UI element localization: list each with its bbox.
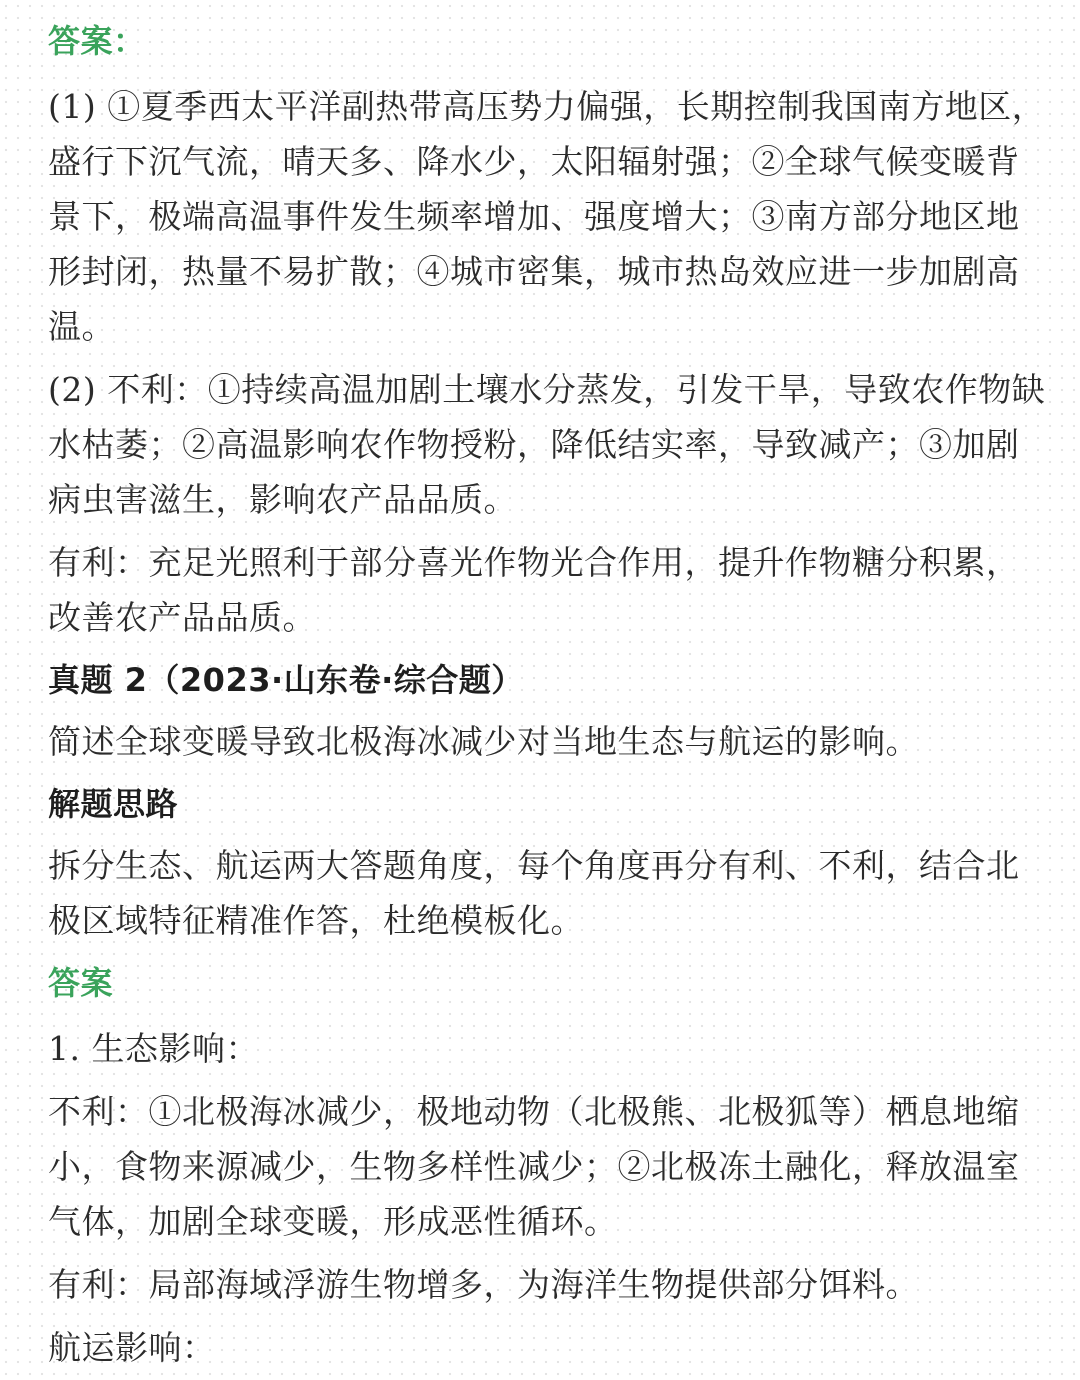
ecology-impact-label: 1. 生态影响： — [48, 1029, 259, 1068]
ecology-advantage: 有利：局部海域浮游生物增多，为海洋生物提供部分饵料。 — [48, 1265, 919, 1304]
answer-part-2-disadvantage: (2) 不利：①持续高温加剧土壤水分蒸发，引发干旱，导致农作物缺水枯萎；②高温影响农作物授粉，降低结实率，导致减产；③加剧病虫害滋生，影响农产品品质。 — [48, 370, 1046, 519]
thinking-text: 拆分生态、航运两大答题角度，每个角度再分有利、不利，结合北极区域特征精准作答，杜绝模板化。 — [48, 846, 1020, 940]
shipping-impact-label: 航运影响： — [48, 1328, 216, 1367]
ecology-disadvantage: 不利：①北极海冰减少，极地动物（北极熊、北极狐等）栖息地缩小，食物来源减少，生物多样性减少；②北极冻土融化，释放温室气体，加剧全球变暖，形成恶性循环。 — [48, 1092, 1020, 1241]
thinking-label: 解题思路 — [48, 785, 179, 823]
question-2-title: 真题 2（2023·山东卷·综合题） — [48, 661, 524, 699]
answer-part-1: (1) ①夏季西太平洋副热带高压势力偏强，长期控制我国南方地区，盛行下沉气流，晴天多、降水少，太阳辐射强；②全球气候变暖背景下，极端高温事件发生频率增加、强度增大；③南方部分地区地形封闭，热量不易扩散；④城市密集，城市热岛效应进一步加剧高温。 — [48, 87, 1046, 346]
answer-2-label: 答案 — [48, 964, 114, 1002]
answer-part-2-advantage: 有利：充足光照利于部分喜光作物光合作用，提升作物糖分积累，改善农产品品质。 — [48, 543, 1020, 637]
question-2-text: 简述全球变暖导致北极海冰减少对当地生态与航运的影响。 — [48, 722, 919, 761]
answer-label: 答案： — [48, 22, 146, 60]
